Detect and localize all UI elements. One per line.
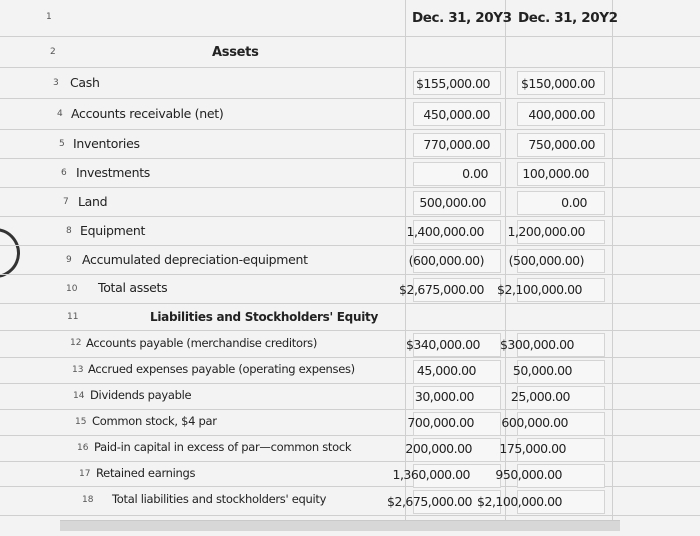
column-header-20y3: Dec. 31, 20Y3 [412, 10, 512, 26]
row-label: Retained earnings [96, 466, 196, 480]
value-20y3: $155,000.00 [415, 76, 490, 91]
value-20y3: $340,000.00 [405, 337, 480, 352]
value-20y3: 770,000.00 [423, 137, 490, 152]
horizontal-scrollbar[interactable] [60, 520, 620, 531]
row-label: Accumulated depreciation-equipment [82, 252, 308, 267]
value-20y3: $2,675,000.00 [387, 494, 472, 509]
value-20y2: 0.00 [561, 195, 587, 210]
value-20y2: 950,000.00 [495, 467, 562, 482]
table-row [0, 217, 700, 246]
value-20y2: 400,000.00 [528, 107, 595, 122]
row-label: Accounts receivable (net) [71, 106, 224, 121]
section-row-assets [0, 37, 700, 68]
row-label: Inventories [73, 136, 140, 151]
row-label: Equipment [80, 223, 146, 238]
row-number: 14 [73, 391, 85, 401]
value-20y3: 30,000.00 [414, 389, 474, 404]
row-number: 8 [66, 226, 72, 236]
row-label: Paid-in capital in excess of par—common stock [94, 440, 352, 454]
value-20y2: 175,000.00 [499, 441, 566, 456]
row-label: Common stock, $4 par [92, 414, 217, 428]
value-20y2: $2,100,000.00 [477, 494, 562, 509]
value-20y3: 450,000.00 [423, 107, 490, 122]
value-20y2: 750,000.00 [528, 137, 595, 152]
value-20y3: 1,400,000.00 [406, 224, 484, 239]
row-number: 15 [75, 417, 87, 427]
row-number: 11 [67, 312, 79, 322]
row-label: Dividends payable [90, 388, 192, 402]
table-row [0, 68, 700, 99]
row-label: Total assets [98, 280, 168, 295]
table-row [0, 358, 700, 384]
row-label: Cash [70, 75, 100, 90]
row-number: 12 [70, 338, 82, 348]
value-20y2: (500,000.00) [508, 253, 584, 268]
row-label: Accrued expenses payable (operating expenses) [88, 362, 355, 376]
table-row [0, 130, 700, 159]
row-number: 7 [63, 197, 69, 207]
value-20y2: $300,000.00 [499, 337, 574, 352]
value-20y3: 0.00 [462, 166, 488, 181]
row-number: 18 [82, 495, 94, 505]
value-20y2: 1,200,000.00 [507, 224, 585, 239]
table-row-total-liabilities [0, 487, 700, 516]
row-label: Accounts payable (merchandise creditors) [86, 336, 318, 350]
table-row-total-assets [0, 275, 700, 304]
section-title-liabilities: Liabilities and Stockholders' Equity [150, 310, 378, 324]
value-20y2: 50,000.00 [512, 363, 572, 378]
row-number: 2 [50, 47, 56, 57]
row-label: Total liabilities and stockholders' equity [112, 492, 327, 506]
value-20y2: $150,000.00 [520, 76, 595, 91]
value-20y3: 1,360,000.00 [392, 467, 470, 482]
value-20y2: 25,000.00 [510, 389, 570, 404]
value-20y3: $2,675,000.00 [399, 282, 484, 297]
value-20y3: 500,000.00 [419, 195, 486, 210]
table-row [0, 246, 700, 275]
row-number: 3 [53, 78, 59, 88]
value-20y2: $2,100,000.00 [497, 282, 582, 297]
row-label: Investments [76, 165, 151, 180]
table-row [0, 462, 700, 487]
row-number: 4 [57, 109, 63, 119]
row-number: 13 [72, 365, 84, 375]
row-number: 5 [59, 139, 65, 149]
table-row [0, 384, 700, 410]
section-title-assets: Assets [212, 45, 259, 60]
table-row [0, 410, 700, 436]
row-number: 6 [61, 168, 67, 178]
value-20y2: 600,000.00 [501, 415, 568, 430]
row-number: 17 [79, 469, 91, 479]
table-row [0, 436, 700, 462]
row-label: Land [78, 194, 108, 209]
row-number: 16 [77, 443, 89, 453]
table-row [0, 99, 700, 130]
value-20y3: 200,000.00 [405, 441, 472, 456]
row-number: 9 [66, 255, 72, 265]
row-number: 10 [66, 284, 78, 294]
value-20y3: (600,000.00) [408, 253, 484, 268]
value-20y3: 700,000.00 [407, 415, 474, 430]
column-header-20y2: Dec. 31, 20Y2 [518, 10, 618, 26]
row-number: 1 [46, 12, 52, 22]
value-20y3: 45,000.00 [416, 363, 476, 378]
table-row [0, 331, 700, 358]
section-row-liabilities [0, 304, 700, 331]
value-20y2: 100,000.00 [522, 166, 589, 181]
table-row [0, 188, 700, 217]
header-row [0, 0, 700, 37]
table-row [0, 159, 700, 188]
